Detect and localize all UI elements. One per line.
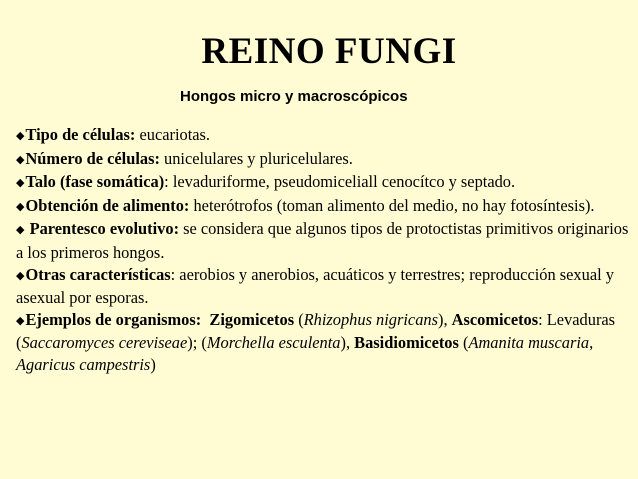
text-fragment: ) bbox=[150, 354, 156, 374]
species-name: Saccaromyces cereviseae bbox=[21, 333, 188, 353]
item-text: eucariotas. bbox=[135, 125, 211, 144]
diamond-bullet-icon: ◆ bbox=[16, 176, 25, 190]
item-label: Número de células: bbox=[25, 148, 160, 168]
item-text: : levaduriforme, pseudomiceliall cenocítco y septado. bbox=[164, 172, 516, 192]
item-label: Talo (fase somática) bbox=[25, 172, 165, 192]
list-item-tipo-celulas bbox=[16, 124, 632, 148]
list-item-numero-celulas bbox=[16, 148, 632, 172]
diamond-bullet-icon: ◆ bbox=[16, 129, 25, 142]
list-item-ejemplos bbox=[16, 309, 632, 376]
text-fragment: : Levaduras ( bbox=[16, 309, 616, 353]
item-text: heterótrofos (toman alimento del medio, no hay fotosíntesis). bbox=[189, 195, 595, 215]
item-text: unicelulares y pluricelulares. bbox=[159, 148, 353, 168]
item-text: : aerobios y anerobios, acuáticos y terrestres; reproducción sexual y asexual por esporas. bbox=[16, 264, 614, 308]
basidiomycetes-label: Basidiomicetos bbox=[354, 333, 459, 353]
species-name: Rhizophus nigricans bbox=[303, 309, 438, 329]
item-label: Tipo de células: bbox=[25, 125, 136, 144]
diamond-bullet-icon: ◆ bbox=[16, 313, 25, 327]
diamond-bullet-icon: ◆ bbox=[16, 223, 25, 237]
item-label: Obtención de alimento: bbox=[25, 195, 190, 215]
bullet-list bbox=[16, 124, 632, 376]
list-item-obtencion-alimento bbox=[16, 195, 632, 219]
item-label: Ejemplos de organismos: bbox=[25, 309, 202, 329]
diamond-bullet-icon: ◆ bbox=[16, 152, 25, 166]
text-fragment: ( bbox=[458, 333, 469, 353]
item-label: Parentesco evolutivo: bbox=[29, 219, 180, 239]
list-item-talo bbox=[16, 171, 632, 195]
text-fragment: , bbox=[589, 333, 594, 353]
species-name: Amanita muscaria bbox=[468, 333, 590, 353]
list-item-otras-caracteristicas bbox=[16, 264, 632, 309]
text-fragment: ( bbox=[294, 309, 304, 329]
page-subtitle: Hongos micro y macroscópicos bbox=[180, 88, 408, 105]
ascomycetes-label: Ascomicetos bbox=[451, 309, 539, 329]
text-fragment: ), bbox=[340, 333, 355, 353]
zygomycetes-label: Zigomicetos bbox=[209, 309, 295, 329]
item-label: Otras características bbox=[25, 264, 171, 284]
diamond-bullet-icon: ◆ bbox=[16, 199, 25, 213]
list-item-parentesco bbox=[16, 218, 632, 263]
species-name: Agaricus campestris bbox=[16, 354, 151, 374]
text-fragment: ), bbox=[437, 309, 448, 329]
species-name: Morchella esculenta bbox=[206, 333, 341, 353]
page-title: REINO FUNGI bbox=[201, 31, 457, 72]
item-text: se considera que algunos tipos de protoctistas primitivos originarios a los primeros hongos. bbox=[16, 219, 629, 262]
diamond-bullet-icon: ◆ bbox=[16, 268, 25, 282]
text-fragment: ); ( bbox=[187, 333, 207, 353]
